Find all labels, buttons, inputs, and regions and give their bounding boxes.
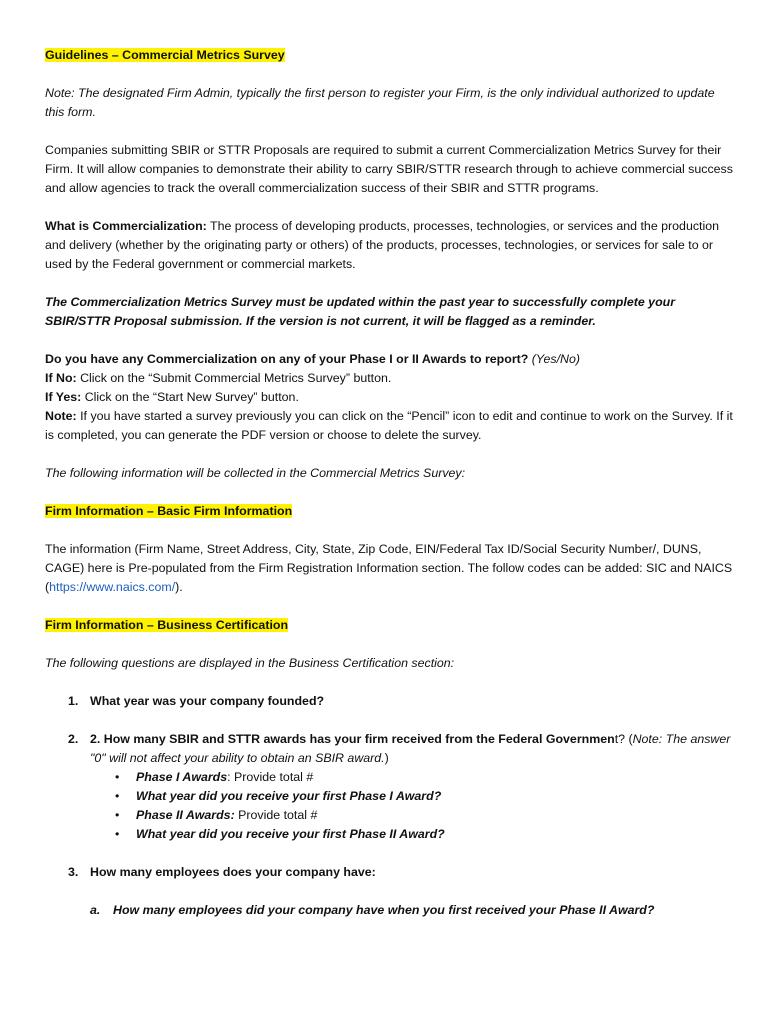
if-yes-text: Click on the “Start New Survey” button. xyxy=(81,390,299,404)
document-page xyxy=(45,46,735,920)
commercialization-definition xyxy=(45,217,735,274)
firm-cert-intro: The following questions are displayed in the Business Certification section: xyxy=(45,656,455,670)
bullet-icon: • xyxy=(115,827,120,841)
if-yes-instruction xyxy=(45,388,735,407)
bullet-icon: • xyxy=(115,770,120,784)
question-2-number: 2. xyxy=(68,732,79,746)
question-2-note-end: ) xyxy=(384,751,389,765)
question-3 xyxy=(45,863,735,882)
question-1-text: What year was your company founded? xyxy=(90,694,325,708)
question-3a-text: How many employees did your company have when you first received your Phase II Award? xyxy=(113,903,655,917)
report-question-options: (Yes/No) xyxy=(528,352,580,366)
question-2 xyxy=(45,730,735,768)
requirement-note: The Commercialization Metrics Survey must be updated within the past year to successfully complete your SBIR/STTR Proposal submission. If the version is not current, it will be flagged as a reminder. xyxy=(45,295,676,328)
question-3-number: 3. xyxy=(68,865,79,879)
commercialization-term: What is Commercialization: xyxy=(45,219,207,233)
question-2-bullets xyxy=(45,768,735,844)
firm-basic-heading xyxy=(45,502,735,521)
if-no-label: If No: xyxy=(45,371,77,385)
bullet-bold: Phase II Awards: xyxy=(136,808,235,822)
bullet-bold: Phase I Awards xyxy=(136,770,228,784)
firm-basic-text-end: ). xyxy=(175,580,183,594)
bullet-item xyxy=(45,806,735,825)
naics-link[interactable]: https://www.naics.com/ xyxy=(49,580,176,594)
report-question xyxy=(45,350,735,369)
firm-cert-heading xyxy=(45,616,735,635)
survey-note-text: If you have started a survey previously you can click on the “Pencil” icon to edit and continue to work on the Survey. If it is completed, you can generate the PDF version or choose to delete the survey. xyxy=(45,409,733,442)
bullet-icon: • xyxy=(115,808,120,822)
bullet-bold: What year did you receive your first Phase I Award? xyxy=(136,789,442,803)
survey-note-label: Note: xyxy=(45,409,77,423)
question-1-number: 1. xyxy=(68,694,79,708)
bullet-item xyxy=(45,768,735,787)
intro-paragraph: Companies submitting SBIR or STTR Proposals are required to submit a current Commercialization Metrics Survey for their Firm. It will allow companies to demonstrate their ability to carry SBIR/STTR research through to achieve commercial success and allow agencies to track the overall commercialization success of their SBIR and STTR programs. xyxy=(45,143,733,195)
collected-intro: The following information will be collected in the Commercial Metrics Survey: xyxy=(45,466,466,480)
guidelines-title-text: Guidelines – Commercial Metrics Survey xyxy=(45,48,285,62)
survey-note xyxy=(45,407,735,445)
question-3-text: How many employees does your company have: xyxy=(90,865,376,879)
if-no-text: Click on the “Submit Commercial Metrics Survey” button. xyxy=(76,371,392,385)
admin-note: Note: The designated Firm Admin, typically the first person to register your Firm, is the only individual authorized to update this form. xyxy=(45,86,715,119)
firm-basic-paragraph xyxy=(45,540,735,597)
question-3a xyxy=(45,901,735,920)
firm-basic-text: The information (Firm Name, Street Address, City, State, Zip Code, EIN/Federal Tax ID/Social Security Number/, DUNS, CAGE) here is Pre-populated from the Firm Registration Information section. The follow codes can be added: SIC and NAICS ( xyxy=(45,542,733,594)
question-2-text-tail: t? ( xyxy=(614,732,633,746)
report-question-text: Do you have any Commercialization on any of your Phase I or II Awards to report? xyxy=(45,352,529,366)
bullet-icon: • xyxy=(115,789,120,803)
if-yes-label: If Yes: xyxy=(45,390,82,404)
question-3a-letter: a. xyxy=(90,903,101,917)
bullet-item xyxy=(45,825,735,844)
bullet-item xyxy=(45,787,735,806)
question-2-text: 2. How many SBIR and STTR awards has your firm received from the Federal Governmen xyxy=(90,732,615,746)
firm-cert-heading-text: Firm Information – Business Certification xyxy=(45,618,289,632)
if-no-instruction xyxy=(45,369,735,388)
question-1 xyxy=(45,692,735,711)
bullet-rest: : Provide total # xyxy=(227,770,314,784)
commercialization-definition-text: The process of developing products, processes, technologies, or services and the production and delivery (whether by the originating party or others) of the products, processes, technologies, or services for sale to or used by the Federal government or commercial markets. xyxy=(45,219,720,271)
firm-basic-heading-text: Firm Information – Basic Firm Information xyxy=(45,504,293,518)
guidelines-title xyxy=(45,46,735,65)
bullet-rest: Provide total # xyxy=(234,808,318,822)
question-2-note: Note: The answer "0" will not affect your ability to obtain an SBIR award. xyxy=(90,732,731,765)
bullet-bold: What year did you receive your first Phase II Award? xyxy=(136,827,445,841)
